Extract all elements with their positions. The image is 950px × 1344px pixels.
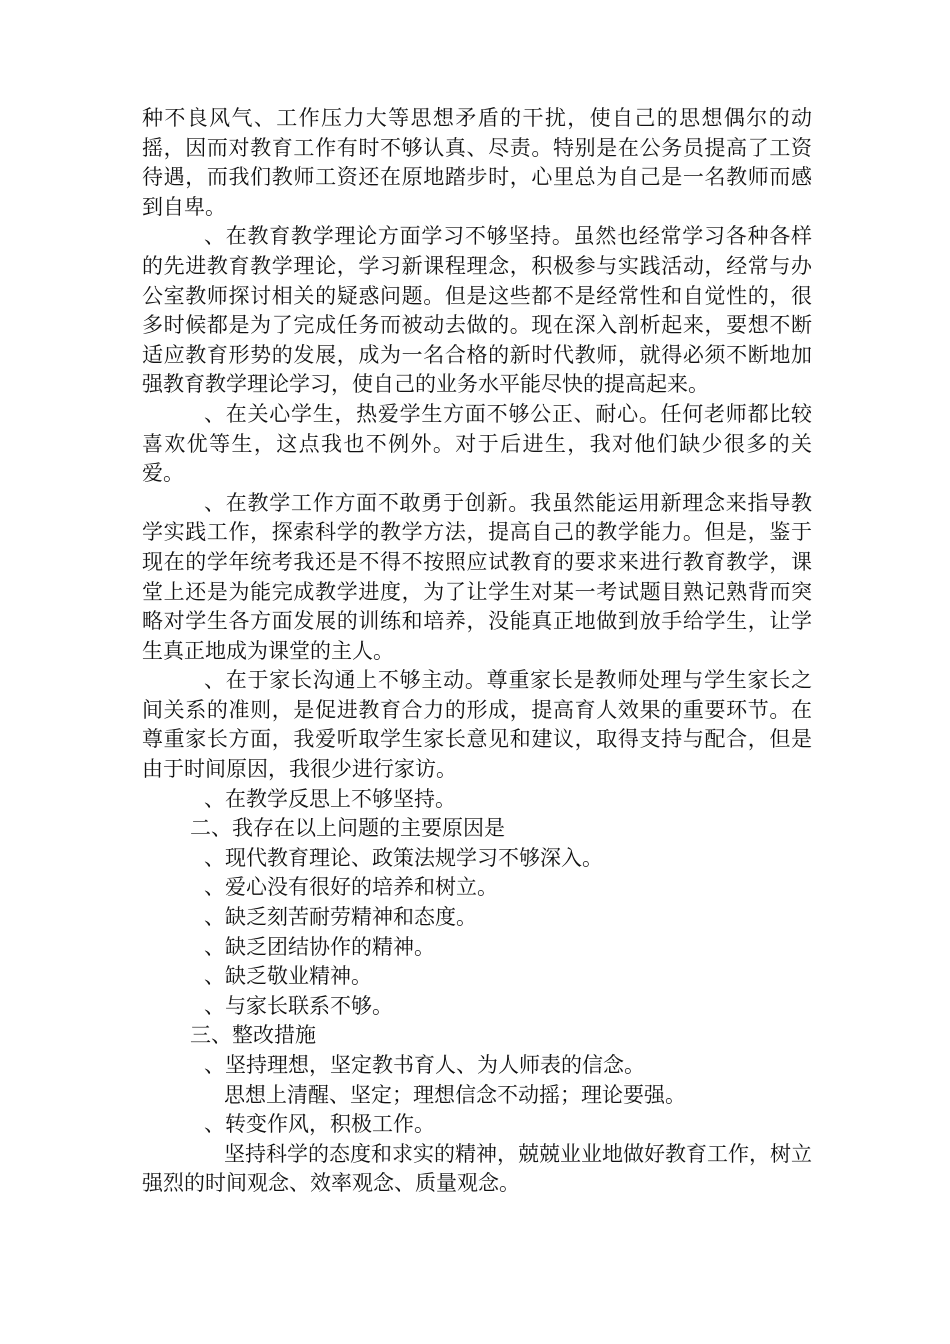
list-item-cause-2: 、爱心没有很好的培养和树立。 <box>204 875 498 900</box>
list-item-cause-5: 、缺乏敬业精神。 <box>204 964 372 989</box>
paragraph-parent-communication: 、在于家长沟通上不够主动。尊重家长是教师处理与学生家长之间关系的准则，是促进教育合力的形成，提高育人效果的重要环节。在尊重家长方面，我爱听取学生家长意见和建议，取得支持与配合，但是由于时间原因，我很少进行家访。 <box>142 668 812 782</box>
paragraph-teaching-reflection: 、在教学反思上不够坚持。 <box>204 786 456 811</box>
list-item-cause-6: 、与家长联系不够。 <box>204 993 393 1018</box>
measure-2-detail: 坚持科学的态度和求实的精神，兢兢业业地做好教育工作，树立强烈的时间观念、效率观念、质量观念。 <box>142 1141 812 1196</box>
list-item-cause-1: 、现代教育理论、政策法规学习不够深入。 <box>204 845 603 870</box>
paragraph-teaching-innovation: 、在教学工作方面不敢勇于创新。我虽然能运用新理念来指导教学实践工作，探索科学的教学方法，提高自己的教学能力。但是，鉴于现在的学年统考我还是不得不按照应试教育的要求来进行教育教学，课堂上还是为能完成教学进度，为了让学生对某一考试题目熟记熟背而突略对学生各方面发展的训练和培养，没能真正地做到放手给学生，让学生真正地成为课堂的主人。 <box>142 490 812 663</box>
paragraph-theory-study: 、在教育教学理论方面学习不够坚持。虽然也经常学习各种各样的先进教育教学理论，学习新课程理念，积极参与实践活动，经常与办公室教师探讨相关的疑惑问题。但是这些都不是经常性和自觉性的，很多时候都是为了完成任务而被动去做的。现在深入剖析起来，要想不断适应教育形势的发展，成为一名合格的新时代教师，就得必须不断地加强教育教学理论学习，使自己的业务水平能尽快的提高起来。 <box>142 224 812 397</box>
paragraph-intro-continued: 种不良风气、工作压力大等思想矛盾的干扰，使自己的思想偶尔的动摇，因而对教育工作有时不够认真、尽责。特别是在公务员提高了工资待遇，而我们教师工资还在原地踏步时，心里总为自己是一名教师而感到自卑。 <box>142 106 812 219</box>
list-item-cause-3: 、缺乏刻苦耐劳精神和态度。 <box>204 905 477 930</box>
measure-1-detail: 思想上清醒、坚定；理想信念不动摇；理论要强。 <box>224 1082 686 1107</box>
list-item-measure-2: 、转变作风，积极工作。 <box>204 1112 435 1137</box>
list-item-cause-4: 、缺乏团结协作的精神。 <box>204 934 435 959</box>
section-heading-causes: 二、我存在以上问题的主要原因是 <box>190 816 505 841</box>
document-body <box>142 104 812 1199</box>
list-item-measure-1: 、坚持理想，坚定教书育人、为人师表的信念。 <box>204 1053 645 1077</box>
paragraph-caring-students: 、在关心学生，热爱学生方面不够公正、耐心。任何老师都比较喜欢优等生，这点我也不例外。对于后进生，我对他们缺少很多的关爱。 <box>142 401 812 486</box>
section-heading-measures: 三、整改措施 <box>190 1023 316 1048</box>
